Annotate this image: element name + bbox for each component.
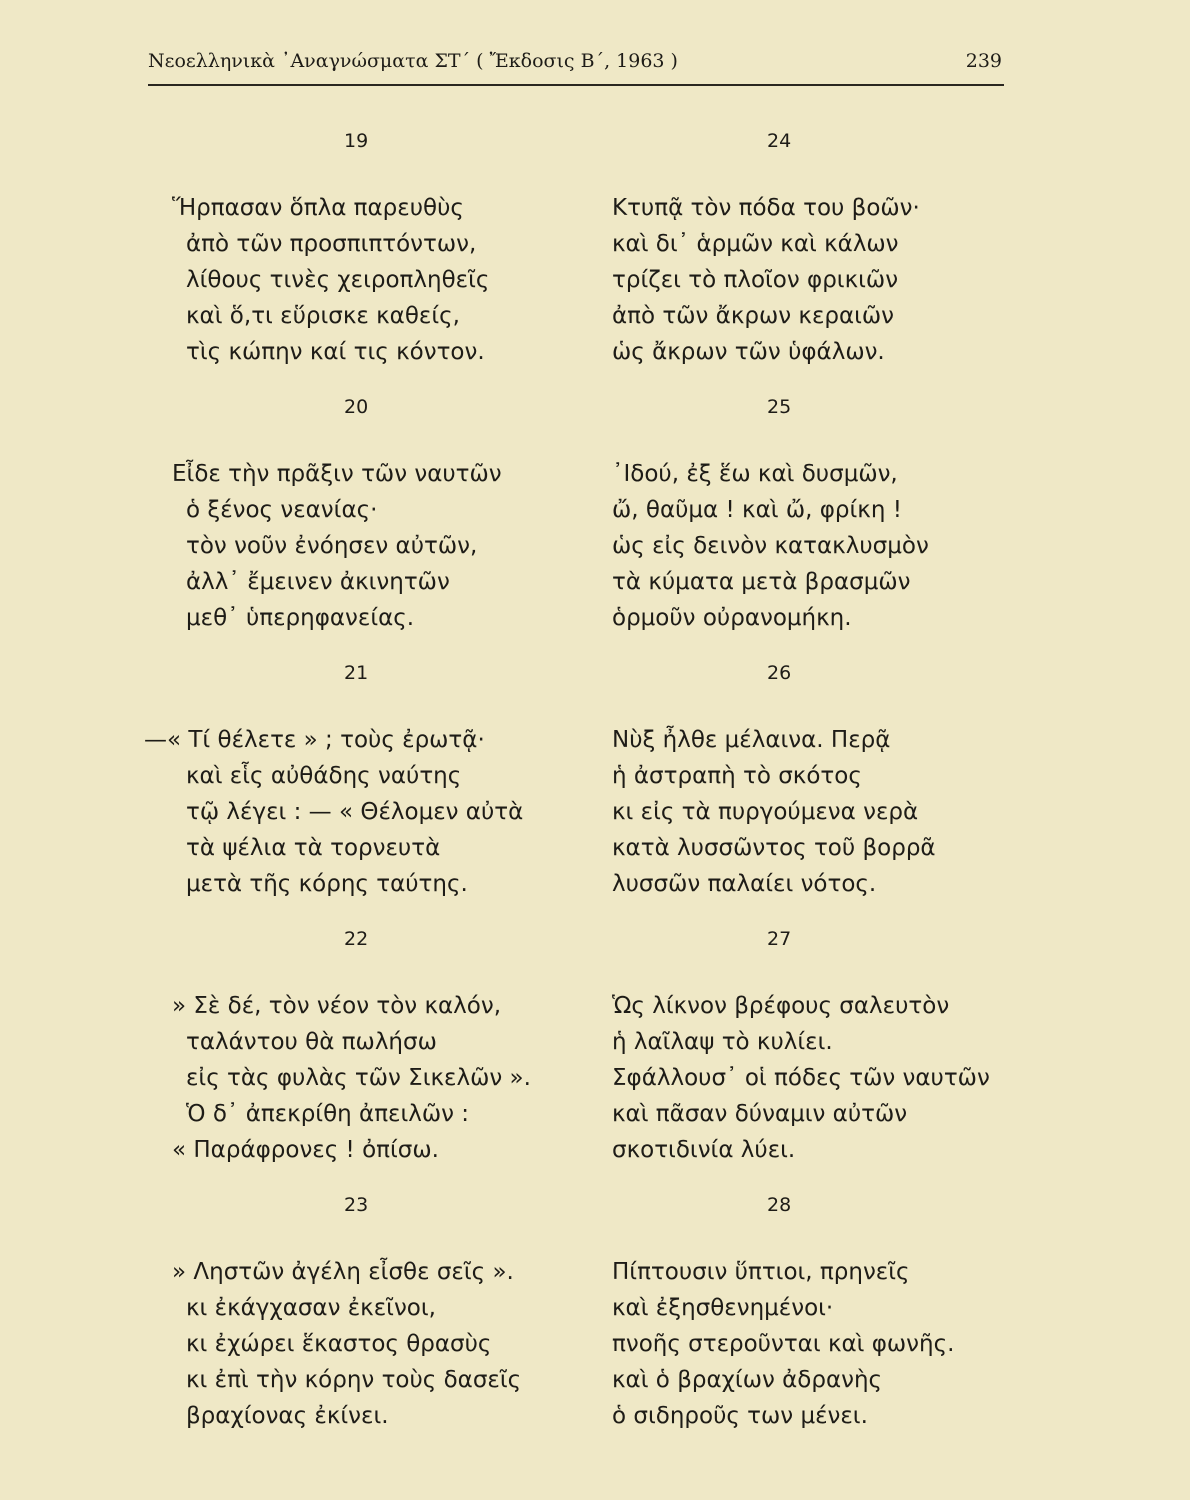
stanza-number: 25 — [767, 396, 792, 418]
verse-line: » Σὲ δέ, τὸν νέον τὸν καλόν, — [172, 993, 502, 1019]
verse-line: » Ληστῶν ἀγέλη εἶσθε σεῖς ». — [172, 1259, 514, 1285]
verse-line: κι ἐχώρει ἕκαστος θρασὺς — [186, 1331, 492, 1357]
stanza-number: 26 — [767, 662, 792, 684]
stanza-22 — [172, 924, 612, 1190]
stanza-23 — [172, 1190, 612, 1456]
verse-line: ὤ, θαῦμα ! καὶ ὤ, φρίκη ! — [612, 497, 902, 523]
verse-line: ᾿Ιδού, ἐξ ἕω καὶ δυσμῶν, — [612, 461, 898, 487]
verse-line: Ἥρπασαν ὅπλα παρευθὺς — [172, 195, 464, 221]
verse-line: τὸν νοῦν ἐνόησεν αὐτῶν, — [186, 533, 478, 559]
verse-line: τρίζει τὸ πλοῖον φρικιῶν — [612, 267, 899, 293]
verse-line: λίθους τινὲς χειροπληθεῖς — [186, 267, 490, 293]
verse-line: τὰ ψέλια τὰ τορνευτὰ — [186, 835, 441, 861]
stanza-number: 20 — [344, 396, 369, 418]
verse-line: Κτυπᾷ τὸν πόδα του βοῶν· — [612, 195, 920, 221]
stanza-27 — [612, 924, 1002, 1190]
stanza-number: 22 — [344, 928, 369, 950]
verse-line: λυσσῶν παλαίει νότος. — [612, 871, 877, 897]
verse-line: τὰ κύματα μετὰ βρασμῶν — [612, 569, 911, 595]
verse-line: ἀλλ᾿ ἔμεινεν ἀκινητῶν — [186, 569, 450, 595]
verse-line: πνοῆς στεροῦνται καὶ φωνῆς. — [612, 1331, 955, 1357]
verse-line: καὶ δι᾿ ἁρμῶν καὶ κάλων — [612, 231, 899, 257]
poem-body — [144, 126, 1002, 1456]
verse-line: καὶ ὅ,τι εὕρισκε καθείς, — [186, 303, 460, 329]
stanza-number: 27 — [767, 928, 792, 950]
verse-line: ὁ ξένος νεανίας· — [186, 497, 378, 523]
verse-line: σκοτιδινία λύει. — [612, 1137, 796, 1163]
stanza-number: 24 — [767, 130, 792, 152]
verse-line: ὡς ἄκρων τῶν ὑφάλων. — [612, 339, 885, 365]
stanza-number: 28 — [767, 1194, 792, 1216]
verse-line: Ὡς λίκνον βρέφους σαλευτὸν — [612, 993, 950, 1019]
verse-line: Ὁ δ᾿ ἀπεκρίθη ἀπειλῶν : — [186, 1101, 470, 1127]
stanza-number: 19 — [344, 130, 369, 152]
verse-line: « Παράφρονες ! ὀπίσω. — [172, 1137, 439, 1163]
stanza-24 — [612, 126, 1002, 392]
stanza-number: 23 — [344, 1194, 369, 1216]
verse-line: βραχίονας ἐκίνει. — [186, 1403, 389, 1429]
page-header — [148, 50, 1002, 72]
verse-line: κι ἐκάγχασαν ἐκεῖνοι, — [186, 1295, 436, 1321]
verse-line: κατὰ λυσσῶντος τοῦ βορρᾶ — [612, 835, 936, 861]
stanza-28 — [612, 1190, 1002, 1456]
verse-line: —« Τί θέλετε » ; τοὺς ἐρωτᾷ· — [144, 727, 485, 753]
stanza-26 — [612, 658, 1002, 924]
verse-line: ὁ σιδηροῦς των μένει. — [612, 1403, 868, 1429]
verse-line: καὶ πᾶσαν δύναμιν αὐτῶν — [612, 1101, 908, 1127]
stanza-20 — [172, 392, 612, 658]
verse-line: ἀπὸ τῶν προσπιπτόντων, — [186, 231, 477, 257]
verse-line: ταλάντου θὰ πωλήσω — [186, 1029, 437, 1055]
running-title: Νεοελληνικὰ ᾿Αναγνώσματα ΣΤ΄ ( Ἔκδοσις Β΄, 1963 ) — [148, 50, 678, 72]
verse-line: ἡ λαῖλαψ τὸ κυλίει. — [612, 1029, 833, 1055]
verse-line: Πίπτουσιν ὕπτιοι, πρηνεῖς — [612, 1259, 910, 1285]
verse-line: μεθ᾿ ὑπερηφανείας. — [186, 605, 415, 631]
verse-line: ἡ ἀστραπὴ τὸ σκότος — [612, 763, 862, 789]
verse-line: κι εἰς τὰ πυργούμενα νερὰ — [612, 799, 919, 825]
verse-line: κι ἐπὶ τὴν κόρην τοὺς δασεῖς — [186, 1367, 522, 1393]
verse-line: τὶς κώπην καί τις κόντον. — [186, 339, 485, 365]
verse-line: ἀπὸ τῶν ἄκρων κεραιῶν — [612, 303, 895, 329]
header-rule — [148, 84, 1004, 86]
stanza-25 — [612, 392, 1002, 658]
verse-line: τῷ λέγει : — « Θέλομεν αὐτὰ — [186, 799, 524, 825]
verse-line: καὶ ὁ βραχίων ἀδρανὴς — [612, 1367, 883, 1393]
verse-line: ὡς εἰς δεινὸν κατακλυσμὸν — [612, 533, 929, 559]
verse-line: Νὺξ ἦλθε μέλαινα. Περᾷ — [612, 727, 891, 753]
left-column — [144, 126, 612, 1456]
verse-line: εἰς τὰς φυλὰς τῶν Σικελῶν ». — [186, 1065, 531, 1091]
right-column — [612, 126, 1002, 1456]
page-number: 239 — [965, 50, 1002, 72]
verse-line: μετὰ τῆς κόρης ταύτης. — [186, 871, 468, 897]
verse-line: καὶ εἷς αὐθάδης ναύτης — [186, 763, 462, 789]
stanza-21 — [144, 658, 612, 924]
stanza-19 — [172, 126, 612, 392]
verse-line: Εἶδε τὴν πρᾶξιν τῶν ναυτῶν — [172, 461, 502, 487]
verse-line: Σφάλλουσ᾿ οἱ πόδες τῶν ναυτῶν — [612, 1065, 990, 1091]
verse-line: ὁρμοῦν οὐρανομήκη. — [612, 605, 852, 631]
verse-line: καὶ ἐξησθενημένοι· — [612, 1295, 834, 1321]
stanza-number: 21 — [344, 662, 369, 684]
